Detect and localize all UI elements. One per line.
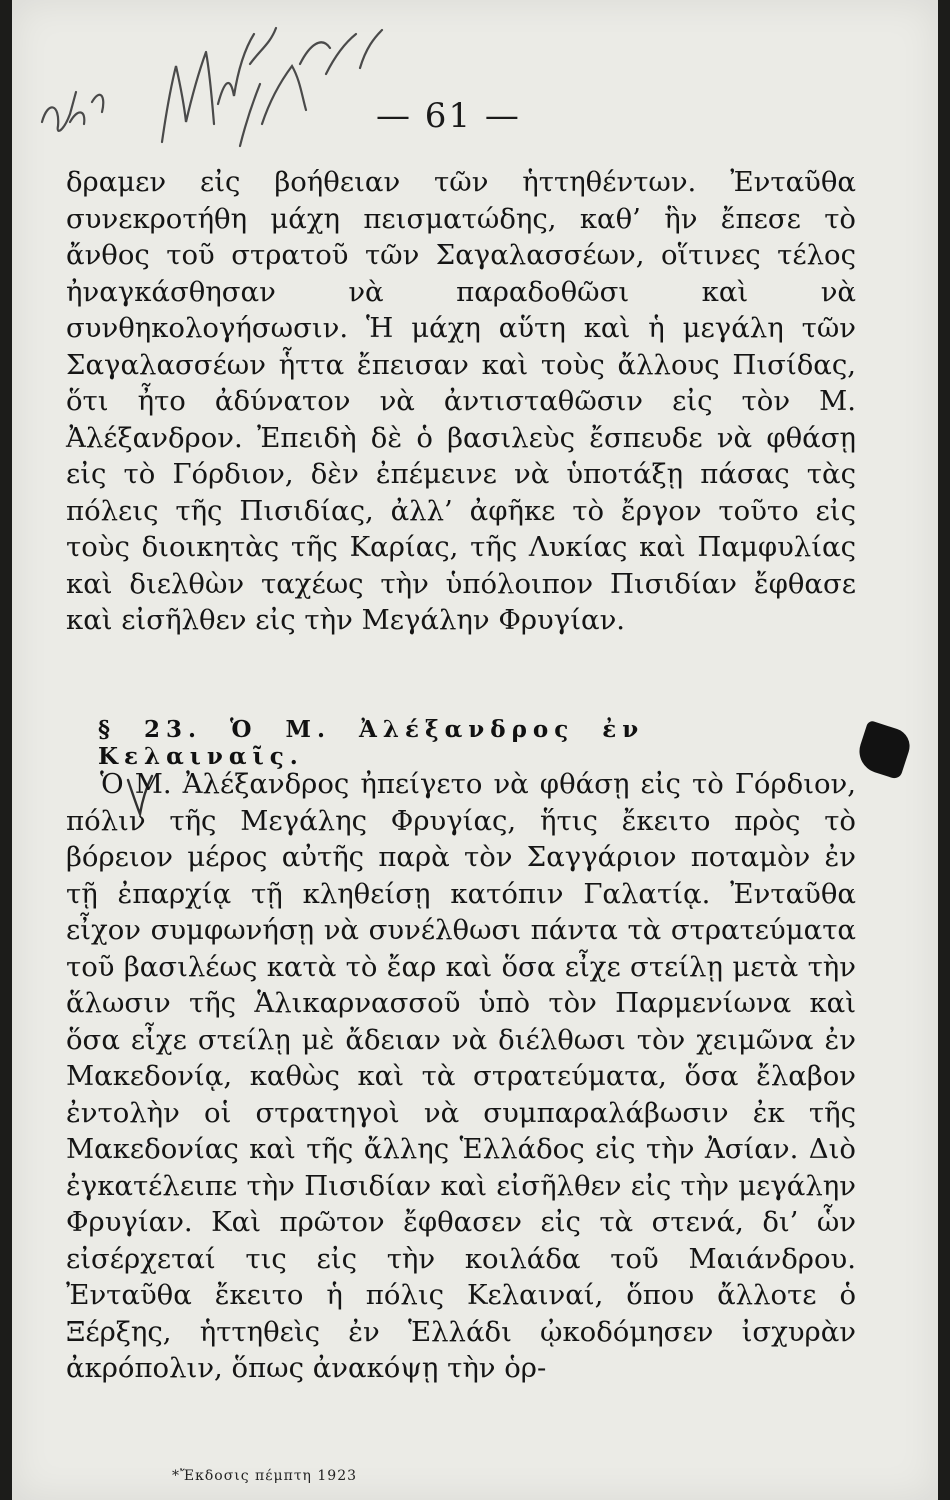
paragraph-text: Ὁ Μ. Ἀλέξανδρος ἠπείγετο νὰ φθάσῃ εἰς τὸ Γόρδιον, πόλιν τῆς Μεγάλης Φρυγίας, ἥτις ἔκειτο πρὸς τὸ βόρειον μέρος αὐτῆς παρὰ τὸν Σαγγάριον ποταμὸν ἐν τῇ ἐπαρχίᾳ τῇ κληθείσῃ κατόπιν Γαλατίᾳ. Ἐνταῦθα εἶχον συμφωνήσῃ νὰ συνέλθωσι πάντα τὰ στρατεύματα τοῦ βασιλέως κατὰ τὸ ἔαρ καὶ ὅσα εἶχε στείλῃ μετὰ τὴν ἅλωσιν τῆς Ἁλικαρνασσοῦ ὑπὸ τὸν Παρμενίωνα καὶ ὅσα εἶχε στείλῃ μὲ ἄδειαν νὰ διέλθωσι τὸν χειμῶνα ἐν Μακεδονίᾳ, καθὼς καὶ τὰ στρατεύματα, ὅσα ἔλαβον ἐντολὴν οἱ στρατηγοὶ νὰ συμπαραλάβωσιν ἐκ τῆς Μακεδονίας καὶ τῆς ἄλλης Ἑλλάδος εἰς τὴν Ἀσίαν. Διὸ ἐγκατέλειπε τὴν Πισιδίαν καὶ εἰσῆλθεν εἰς τὴν μεγάλην Φρυγίαν. Καὶ πρῶτον ἔφθασεν εἰς τὰ στενά, δι’ ὧν εἰσέρχεταί τις εἰς τὴν κοιλάδα τοῦ Μαιάνδρου. Ἐνταῦθα ἔκειτο ἡ πόλις Κελαιναί, ὅπου ἄλλοτε ὁ Ξέρξης, ἡττηθεὶς ἐν Ἑλλάδι ᾠκοδόμησεν ἰσχυρὰν ἀκρόπολιν, ὅπως ἀνακόψῃ τὴν ὁρ- bbox=[66, 768, 856, 1384]
ink-blot-icon bbox=[854, 720, 914, 780]
paragraph-text: δραμεν εἰς βοήθειαν τῶν ἡττηθέντων. Ἐνταῦθα συνεκροτήθη μάχη πεισματώδης, καθ’ ἣν ἔπεσε τὸ ἄνθος τοῦ στρατοῦ τῶν Σαγαλασσέων, οἵτινες τέλος ἠναγκάσθησαν νὰ παραδοθῶσι καὶ νὰ συνθηκολογήσωσιν. Ἡ μάχη αὕτη καὶ ἡ μεγάλη τῶν Σαγαλασσέων ἧττα ἔπεισαν καὶ τοὺς ἄλλους Πισίδας, ὅτι ἦτο ἀδύνατον νὰ ἀντισταθῶσιν εἰς τὸν Μ. Ἀλέξανδρον. Ἐπειδὴ δὲ ὁ βασιλεὺς ἔσπευδε νὰ φθάσῃ εἰς τὸ Γόρδιον, δὲν ἐπέμεινε νὰ ὑποτάξῃ πάσας τὰς πόλεις τῆς Πισιδίας, ἀλλ’ ἀφῆκε τὸ ἔργον τοῦτο εἰς τοὺς διοικητὰς τῆς Καρίας, τῆς Λυκίας καὶ Παμφυλίας καὶ διελθὼν ταχέως τὴν ὑπόλοιπον Πισιδίαν ἔφθασε καὶ εἰσῆλθεν εἰς τὴν Μεγάλην Φρυγίαν. bbox=[66, 166, 856, 636]
body-paragraph-2 bbox=[66, 766, 856, 1387]
handwritten-annotation-icon bbox=[30, 4, 410, 184]
edition-footer: *Ἔκδοσις πέμπτη 1923 bbox=[172, 1468, 358, 1484]
section-heading: § 23. Ὁ Μ. Ἀλέξανδρος ἐν Κελαιναῖς. bbox=[98, 716, 645, 770]
body-paragraph-1 bbox=[66, 164, 856, 639]
document-page bbox=[12, 0, 938, 1500]
page-number: — 61 — bbox=[376, 96, 521, 136]
